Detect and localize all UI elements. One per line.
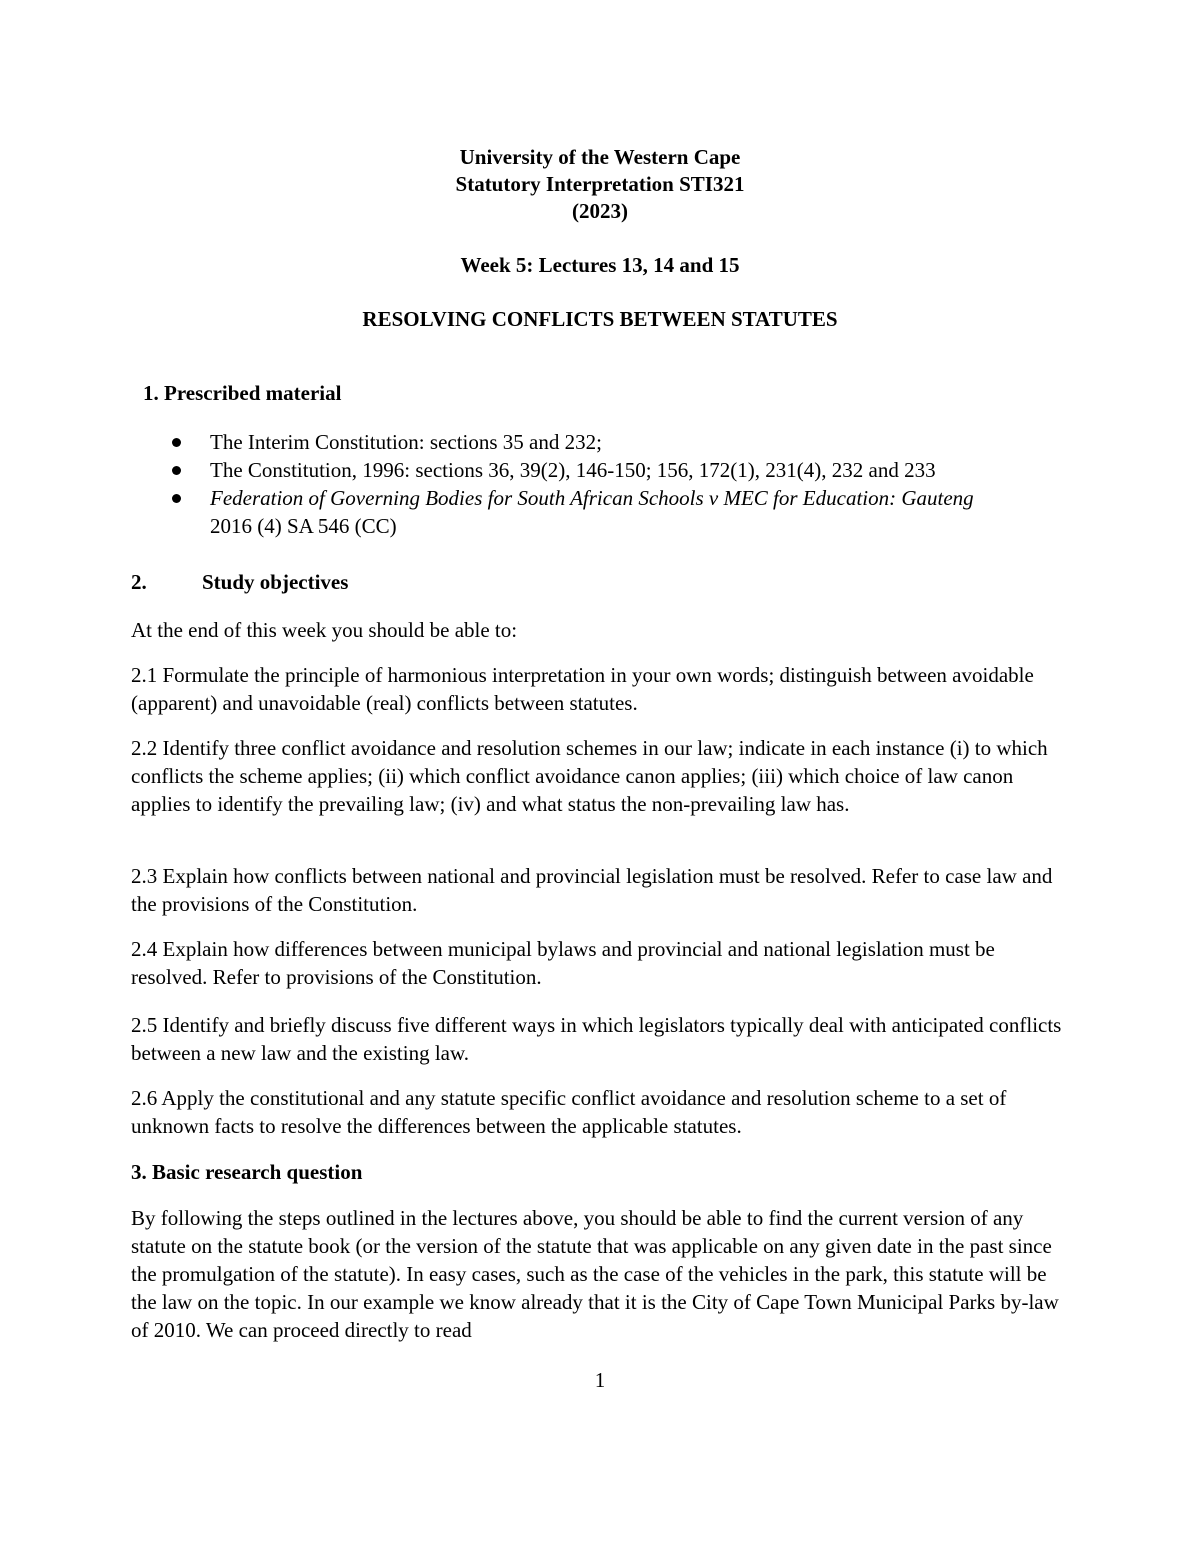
bullet-icon: [172, 466, 181, 475]
objective-2-2: 2.2 Identify three conflict avoidance and resolution schemes in our law; indicate in each instance (i) to which conflicts the scheme applies; (ii) which conflict avoidance canon applies; (iii) which choice of law canon applies to identify the prevailing law; (iv) and what status the non-prevailing law has.: [131, 736, 1048, 816]
course-year: (2023): [572, 199, 628, 223]
week-label: Week 5: Lectures 13, 14 and 15: [460, 253, 740, 277]
page-number: 1: [594, 1368, 606, 1392]
objective-2-3: 2.3 Explain how conflicts between national and provincial legislation must be resolved. Refer to case law and the provisions of the Constitution.: [131, 864, 1053, 916]
objectives-intro: At the end of this week you should be able to:: [131, 618, 518, 642]
course-title: Statutory Interpretation STI321: [455, 172, 745, 196]
section-3-body: By following the steps outlined in the lectures above, you should be able to find the current version of any statute on the statute book (or the version of the statute that was applicable on any given date in the past since the promulgation of the statute). In easy cases, such as the case of the vehicles in the park, this statute will be the law on the topic. In our example we know already that it is the City of Cape Town Municipal Parks by-law of 2010. We can proceed directly to read: [131, 1206, 1059, 1342]
objective-2-6: 2.6 Apply the constitutional and any statute specific conflict avoidance and resolution scheme to a set of unknown facts to resolve the differences between the applicable statutes.: [131, 1086, 1007, 1138]
list-item: [172, 484, 1110, 540]
document-title: RESOLVING CONFLICTS BETWEEN STATUTES: [362, 307, 838, 331]
university-name: University of the Western Cape: [459, 145, 741, 169]
section-2-heading: [131, 570, 348, 594]
section-2-title: Study objectives: [202, 570, 349, 594]
objective-2-4: 2.4 Explain how differences between municipal bylaws and provincial and national legislation must be resolved. Refer to provisions of the Constitution.: [131, 937, 995, 989]
bullet-icon: [172, 494, 181, 503]
case-citation: 2016 (4) SA 546 (CC): [210, 514, 397, 538]
objective-2-1: 2.1 Formulate the principle of harmonious interpretation in your own words; distinguish between avoidable (apparent) and unavoidable (real) conflicts between statutes.: [131, 663, 1034, 715]
objective-2-5: 2.5 Identify and briefly discuss five different ways in which legislators typically deal with anticipated conflicts between a new law and the existing law.: [131, 1013, 1062, 1065]
section-3-heading: 3. Basic research question: [131, 1160, 363, 1184]
list-item: The Interim Constitution: sections 35 and 232;: [172, 428, 1110, 456]
list-item: The Constitution, 1996: sections 36, 39(2), 146-150; 156, 172(1), 231(4), 232 and 233: [172, 456, 1110, 484]
section-1-heading: 1. Prescribed material: [143, 381, 342, 405]
bullet-icon: [172, 438, 181, 447]
prescribed-material-list: [172, 428, 1110, 540]
section-2-number: 2.: [131, 570, 147, 594]
case-name: Federation of Governing Bodies for South African Schools v MEC for Education: Gauteng: [210, 486, 974, 510]
